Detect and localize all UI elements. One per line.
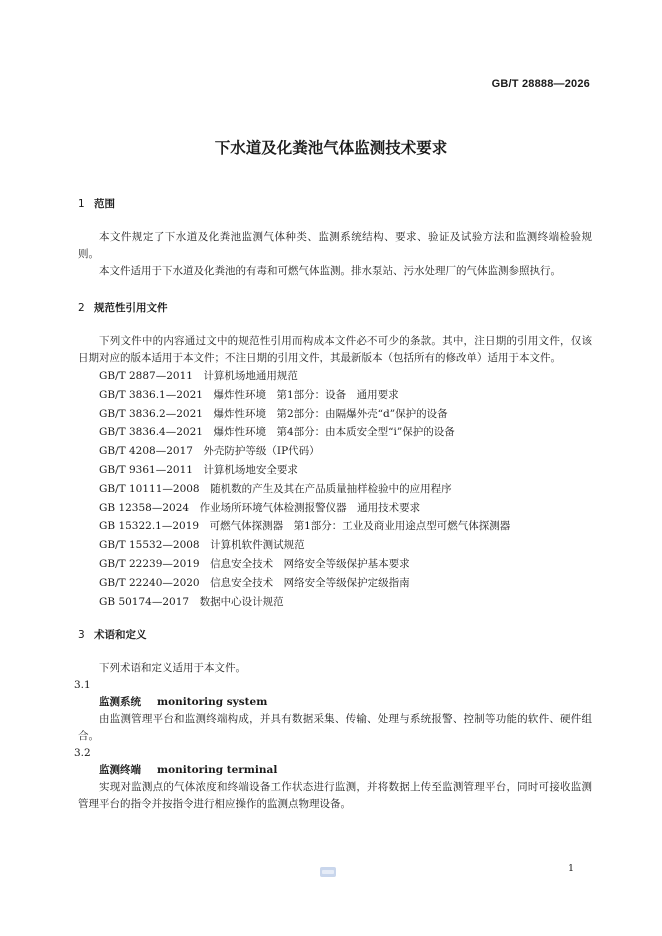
reference-item: GB/T 3836.4—2021 爆炸性环境 第4部分：由本质安全型“i”保护的设备 bbox=[99, 426, 455, 439]
section-heading-normative-references: 2 规范性引用文件 bbox=[78, 302, 168, 314]
reference-item: GB 12358—2024 作业场所环境气体检测报警仪器 通用技术要求 bbox=[99, 501, 421, 514]
document-title: 下水道及化粪池气体监测技术要求 bbox=[214, 139, 448, 157]
reference-item: GB/T 22239—2019 信息安全技术 网络安全等级保护基本要求 bbox=[99, 557, 410, 570]
reference-item: GB/T 15532—2008 计算机软件测试规范 bbox=[99, 539, 305, 552]
section-heading-scope: 1 范围 bbox=[78, 198, 115, 210]
document-body bbox=[74, 192, 592, 813]
reference-item: GB 50174—2017 数据中心设计规范 bbox=[99, 595, 284, 608]
term-number: 3.1 bbox=[74, 679, 91, 692]
reference-item: GB/T 10111—2008 随机数的产生及其在产品质量抽样检验中的应用程序 bbox=[99, 482, 452, 495]
term-number: 3.2 bbox=[74, 747, 91, 760]
scope-paragraph: 本文件规定了下水道及化粪池监测气体种类、监测系统结构、要求、验证及试验方法和监测终端检验规则。 bbox=[78, 231, 592, 260]
reference-item: GB/T 4208—2017 外壳防护等级（IP代码） bbox=[99, 445, 320, 458]
reference-item: GB/T 2887—2011 计算机场地通用规范 bbox=[99, 370, 298, 382]
standard-code: GB/T 28888—2026 bbox=[491, 78, 590, 90]
term-definition: 由监测管理平台和监测终端构成，并具有数据采集、传输、处理与系统报警、控制等功能的软件、硬件组合。 bbox=[78, 713, 592, 743]
scope-paragraph: 本文件适用于下水道及化粪池的有毒和可燃气体监测。排水泵站、污水处理厂的气体监测参照执行。 bbox=[99, 265, 561, 277]
term-definition: 实现对监测点的气体浓度和终端设备工作状态进行监测，并将数据上传至监测管理平台，同时可接收监测管理平台的指令并按指令进行相应操作的监测点物理设备。 bbox=[78, 781, 592, 811]
reference-item: GB/T 9361—2011 计算机场地安全要求 bbox=[99, 463, 298, 476]
reference-list bbox=[78, 367, 592, 611]
reference-item: GB/T 22240—2020 信息安全技术 网络安全等级保护定级指南 bbox=[99, 576, 410, 589]
term-name: 监测终端 monitoring terminal bbox=[99, 764, 278, 777]
reference-item: GB/T 3836.1—2021 爆炸性环境 第1部分：设备 通用要求 bbox=[99, 388, 399, 401]
term-name: 监测系统 monitoring system bbox=[99, 696, 268, 709]
section-heading-terms: 3 术语和定义 bbox=[78, 629, 147, 642]
term-entry bbox=[74, 745, 592, 813]
terms-intro: 下列术语和定义适用于本文件。 bbox=[99, 662, 246, 675]
reference-item: GB/T 3836.2—2021 爆炸性环境 第2部分：由隔爆外壳“d”保护的设备 bbox=[99, 407, 448, 420]
term-entry bbox=[74, 677, 592, 745]
normative-intro: 下列文件中的内容通过文中的规范性引用而构成本文件必不可少的条款。其中，注日期的引用文件，仅该日期对应的版本适用于本文件；不注日期的引用文件，其最新版本（包括所有的修改单）适用于本文件。 bbox=[78, 335, 592, 364]
reference-item: GB 15322.1—2019 可燃气体探测器 第1部分：工业及商业用途点型可燃气体探测器 bbox=[99, 520, 511, 533]
watermark-logo-icon bbox=[320, 867, 336, 877]
page-number: 1 bbox=[567, 863, 574, 874]
